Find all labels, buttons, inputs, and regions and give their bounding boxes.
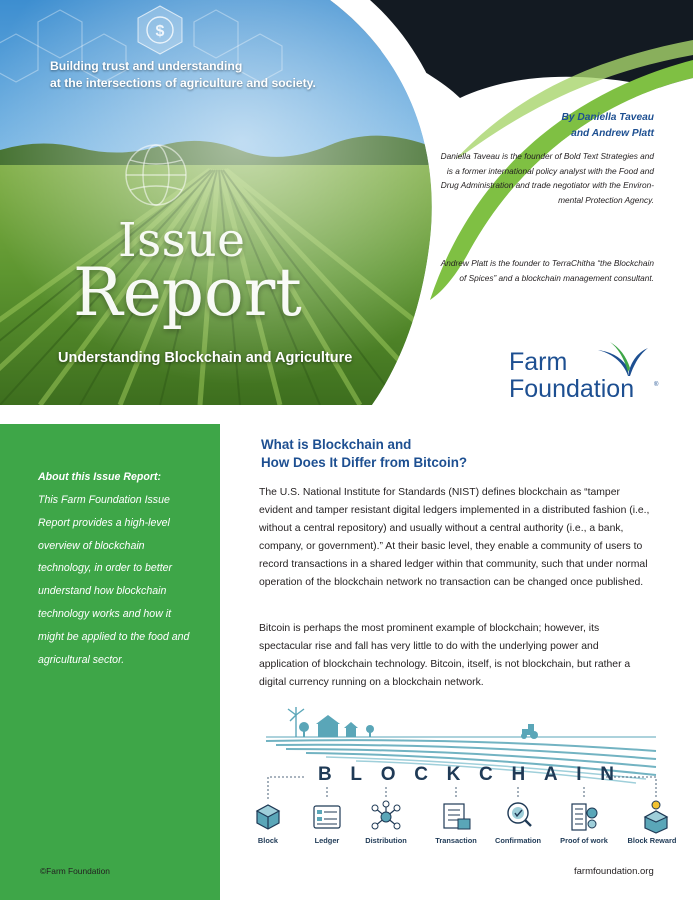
confirmation-icon (508, 803, 531, 826)
block-reward-icon (645, 801, 667, 833)
title-issue: Issue (118, 213, 246, 268)
tagline (50, 58, 350, 92)
blockchain-letter: I (576, 764, 582, 785)
about-sidebar (0, 424, 220, 900)
author-bio-taveau: Daniella Taveau is the founder of Bold Text Strategies and is a former international policy analyst with the Food and Drug Administration and trade negotiator with the Environ-mental Protection Agency. (440, 151, 654, 205)
sidebar-body: This Farm Foundation Issue Report provides a high-level overview of blockchain technology, in order to better understand how blockchain technology works and how it might be applied to the food and agricultural sector. (38, 494, 190, 666)
section-heading (261, 436, 621, 472)
label-ledger: Ledger (314, 836, 340, 845)
blockchain-letter: C (479, 764, 493, 785)
author-byline (470, 110, 654, 142)
blockchain-wordmark (318, 764, 614, 786)
label-block-reward: Block Reward (627, 836, 677, 845)
blockchain-letter: C (414, 764, 428, 785)
hero-banner (0, 0, 693, 405)
blockchain-letter: A (543, 764, 558, 785)
blockchain-letter: K (446, 764, 461, 785)
blockchain-letter: B (318, 764, 332, 785)
article-paragraph-1: The U.S. National Institute for Standards (NIST) defines blockchain as “tamper evident and tamper resistant digital ledgers implemented in a distributed fashion (i.e., without a central repository) and usually without a central authority (i.e., a bank, company, or government).” At their basic level, they enable a community of users to record transactions in a shared ledger within that community, such that under normal operation of the blockchain network no transaction can be changed once published. (259, 487, 650, 589)
article-paragraph-2: Bitcoin is perhaps the most prominent example of blockchain; however, its spectacular rise and fall has very little to do with the underlying power and application of blockchain technology. Bitcoin, itself, is not blockchain, but rather a digital currency running on a blockchain network. (259, 623, 631, 689)
label-distribution: Distribution (365, 836, 407, 845)
byline-line-1: By Daniella Taveau (561, 112, 654, 123)
wheat-leaf-icon (588, 342, 648, 378)
section-heading-line-1: What is Blockchain and (261, 437, 412, 452)
label-proof-of-work: Proof of work (560, 836, 608, 845)
copyright-notice: ©Farm Foundation (40, 866, 110, 876)
section-heading-line-2: How Does It Differ from Bitcoin? (261, 455, 468, 470)
blockchain-letter: L (350, 764, 363, 785)
registered-mark: ® (654, 382, 659, 388)
distribution-icon (372, 801, 400, 829)
transaction-icon (444, 804, 470, 829)
logo-text-farm: Farm (509, 348, 568, 376)
label-block: Block (257, 836, 279, 845)
block-icon (257, 805, 279, 829)
website-url[interactable]: farmfoundation.org (574, 866, 654, 877)
logo-text-foundation: Foundation (509, 375, 635, 403)
blockchain-letter: H (511, 764, 526, 785)
label-confirmation: Confirmation (495, 836, 541, 845)
proof-of-work-icon (572, 804, 597, 830)
tagline-line-1: Building trust and understanding (50, 59, 243, 73)
author-bio-platt: Andrew Platt is the founder to TerraChitha “the Blockchain of Spices” and a blockchain management consultant. (440, 258, 654, 283)
farm-foundation-logo (506, 342, 666, 405)
currency-symbol: $ (155, 23, 165, 40)
sidebar-heading: About this Issue Report: (38, 471, 162, 483)
blockchain-letter: O (380, 764, 396, 785)
title-report: Report (73, 254, 302, 331)
label-transaction: Transaction (435, 836, 477, 845)
report-subtitle: Understanding Blockchain and Agriculture (58, 350, 353, 366)
byline-line-2: and Andrew Platt (571, 128, 654, 139)
ledger-icon (314, 806, 340, 828)
tagline-line-2: at the intersections of agriculture and society. (50, 76, 316, 90)
blockchain-letter: N (600, 764, 614, 785)
